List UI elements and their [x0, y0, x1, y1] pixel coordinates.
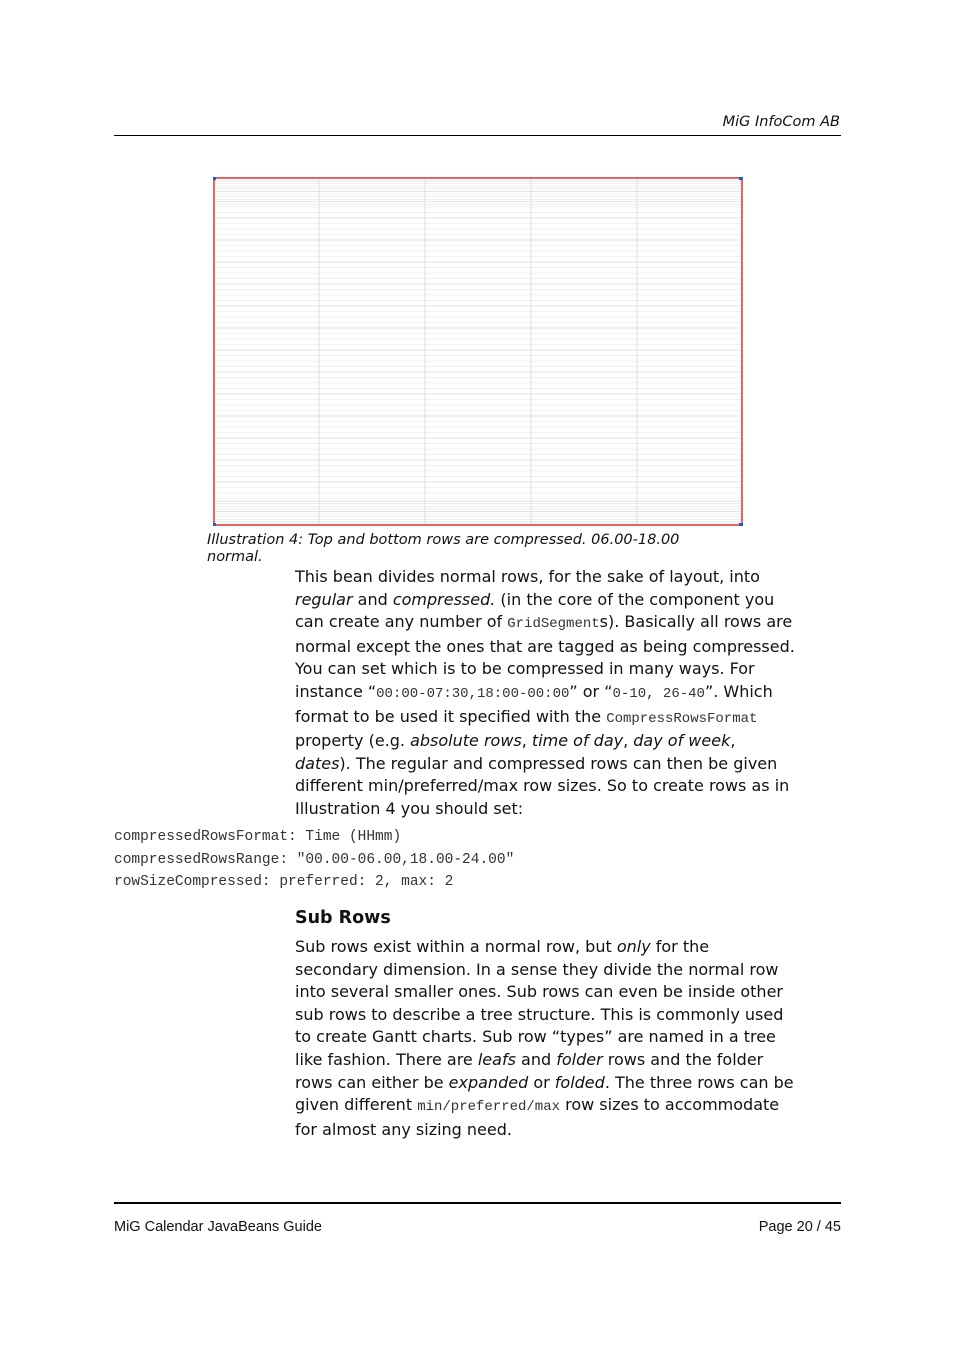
emphasis-compressed: compressed.	[392, 589, 496, 609]
body-paragraph-2	[295, 936, 795, 1141]
grid-lines	[215, 179, 741, 524]
text-span: and	[515, 1049, 557, 1069]
text-span: ” or “	[569, 681, 613, 701]
text-span: . The three rows can be given different	[295, 1072, 794, 1115]
emphasis-day-of-week: day of week	[633, 731, 731, 751]
emphasis-absolute-rows: absolute rows	[410, 731, 522, 751]
text-span: This bean divides normal rows, for the sake of layout, into	[295, 567, 760, 586]
inline-code-time-range: 00:00-07:30,18:00-00:00	[376, 685, 570, 702]
footer-title: MiG Calendar JavaBeans Guide	[114, 1219, 322, 1235]
emphasis-expanded: expanded	[448, 1072, 529, 1092]
text-span: ,	[521, 731, 532, 751]
emphasis-dates: dates	[295, 753, 340, 773]
text-span: for the secondary dimension. In a sense they divide the normal row into several smaller ones. Sub rows can even be inside other sub rows to describe a tree structure. This is commonly used to create Gantt charts. Sub row “types” are named in a tree like fashion. There are	[295, 937, 784, 1069]
text-span: (in the core of the component you can create any number of	[295, 589, 775, 632]
text-span: and	[352, 589, 393, 609]
emphasis-folded: folded	[554, 1072, 605, 1092]
code-line: compressedRowsRange: "00.00-06.00,18.00-24.00"	[114, 851, 515, 868]
text-span: ,	[730, 731, 736, 751]
resize-handle-top-right	[739, 177, 743, 180]
inline-code-gridsegment: GridSegment	[507, 616, 600, 633]
inline-code-compressrowsformat: CompressRowsFormat	[606, 710, 758, 727]
footer-page-number: Page 20 / 45	[758, 1219, 841, 1235]
compressed-rows-grid	[213, 177, 743, 526]
illustration-figure[interactable]	[213, 177, 743, 526]
emphasis-time-of-day: time of day	[531, 731, 624, 751]
text-span: property (e.g.	[295, 731, 411, 751]
inline-code-min-preferred-max: min/preferred/max	[417, 1099, 561, 1116]
text-span: ). The regular and compressed rows can then be given different min/preferred/max row sizes. So to create rows as in Illustration 4 you should set:	[295, 753, 790, 818]
code-line: compressedRowsFormat: Time (HHmm)	[114, 829, 402, 845]
resize-handle-top-left	[213, 177, 216, 180]
text-span: ”. Which format to be used it specified with the	[295, 681, 773, 726]
code-line: rowSizeCompressed: preferred: 2, max: 2	[114, 874, 454, 891]
header-company: MiG InfoCom AB	[722, 114, 840, 130]
text-span: ,	[623, 731, 634, 751]
emphasis-leafs: leafs	[477, 1049, 516, 1069]
header-rule	[114, 135, 841, 136]
footer-rule	[114, 1202, 841, 1204]
resize-handle-bottom-right	[739, 523, 743, 526]
body-paragraph-1	[295, 566, 795, 821]
resize-handle-bottom-left	[213, 523, 216, 526]
emphasis-only: only	[616, 937, 651, 956]
section-heading: Sub Rows	[295, 908, 391, 928]
text-span: rows and the folder rows can either be	[295, 1049, 764, 1092]
text-span: s). Basically all rows are normal except the ones that are tagged as being compressed. You can set which is to be compressed in many ways. For instance “	[295, 612, 795, 701]
figure-border	[214, 178, 742, 525]
text-span: or	[528, 1072, 555, 1092]
code-block	[114, 826, 514, 894]
inline-code-row-range: 0-10, 26-40	[612, 685, 705, 702]
figure-caption: Illustration 4: Top and bottom rows are compressed. 06.00-18.00 normal.	[207, 532, 680, 565]
text-span: Sub rows exist within a normal row, but	[295, 937, 617, 956]
emphasis-regular: regular	[295, 589, 353, 609]
text-span: row sizes to accommodate for almost any sizing need.	[295, 1095, 780, 1139]
emphasis-folder: folder	[556, 1049, 603, 1069]
